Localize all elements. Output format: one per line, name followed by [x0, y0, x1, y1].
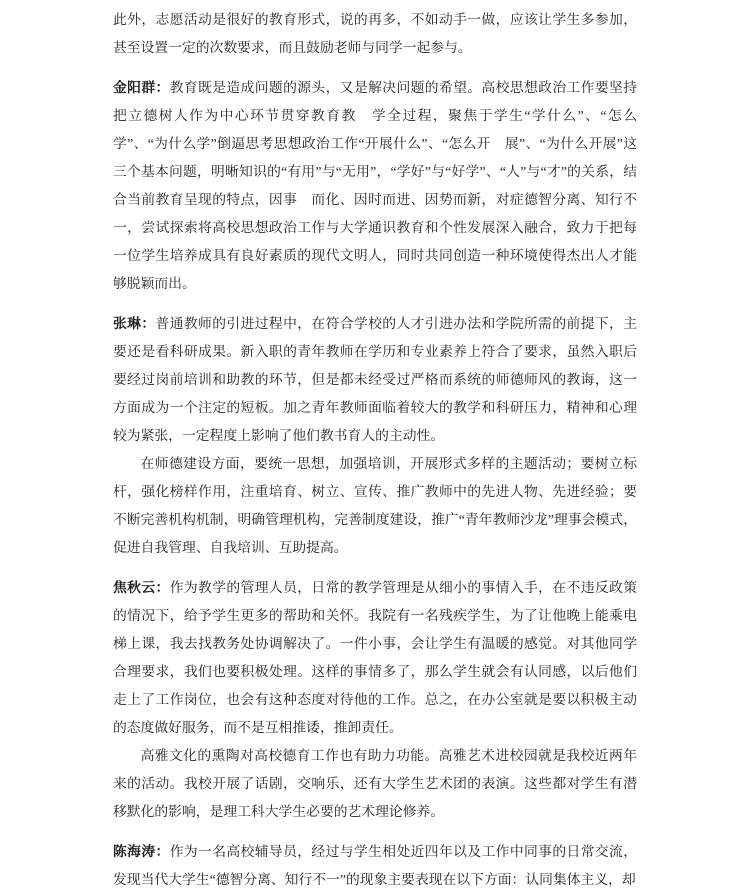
- paragraph-text: 教育既是造成问题的源头，又是解决问题的希望。高校思想政治工作要坚持把立德树人作为中心环节贯穿教育教 学全过程，聚焦于学生“学什么”、“怎么学”、“为什么学”倒逼思考思想政治工作“开展什么”、“怎么开 展”、“为什么开展”这三个基本问题，明晰知识的“有用”与“无用”，“学好”与“好学”、“人”与“才”的关系，结合当前教育呈现的特点，因事 而化、因时而进、因势而新，对症德智分离、知行不一，尝试探索将高校思想政治工作与大学通识教育和个性发展深入融合，致力于把每一位学生培养成具有良好素质的现代文明人，同时共同创造一种环境使得杰出人才能够脱颖而出。: [113, 80, 638, 291]
- paragraph: [113, 742, 637, 826]
- paragraph: [113, 838, 637, 894]
- paragraph-text: 此外，志愿活动是很好的教育形式，说的再多，不如动手一做，应该让学生多参加，甚至设置一定的次数要求，而且鼓励老师与同学一起参与。: [113, 12, 637, 55]
- speaker-name: 陈海涛：: [113, 844, 170, 859]
- paragraph-text: 高雅文化的熏陶对高校德育工作也有助力功能。高雅艺术进校园就是我校近两年来的活动。我校开展了话剧，交响乐，还有大学生艺术团的表演。这些都对学生有潜移默化的影响，是理工科大学生必要的艺术理论修养。: [113, 748, 637, 819]
- paragraph-block-jiaoqiuyun: [113, 574, 637, 826]
- paragraph-text: 在师德建设方面，要统一思想，加强培训，开展形式多样的主题活动；要树立标杆，强化榜样作用，注重培育、树立、宣传、推广教师中的先进人物、先进经验；要不断完善机构机制，明确管理机构，完善制度建设，推广“青年教师沙龙”理事会模式，促进自我管理、自我培训、互助提高。: [113, 456, 637, 555]
- paragraph-block-chenhaitao: [113, 838, 637, 894]
- paragraph-text: 作为一名高校辅导员，经过与学生相处近四年以及工作中同事的日常交流，发现当代大学生“德智分离、知行不一”的现象主要表现在以下方面：认同集体主义，却: [113, 844, 638, 887]
- speaker-name: 张琳：: [113, 316, 156, 331]
- paragraph-text: 作为教学的管理人员，日常的教学管理是从细小的事情入手，在不违反政策的情况下，给予学生更多的帮助和关怀。我院有一名残疾学生，为了让他晚上能乘电梯上课，我去找教务处协调解决了。一件小事，会让学生有温暖的感觉。对其他同学合理要求，我们也要积极处理。这样的事情多了，那么学生就会有认同感，以后他们走上了工作岗位，也会有这种态度对待他的工作。总之，在办公室就是要以积极主动的态度做好服务，而不是互相推诿，推卸责任。: [113, 580, 638, 735]
- speaker-name: 焦秋云：: [113, 580, 170, 595]
- paragraph-block-intro: [113, 6, 637, 62]
- paragraph: [113, 310, 637, 450]
- paragraph-block-zhanglin: [113, 310, 637, 562]
- speaker-name: 金阳群：: [113, 80, 170, 95]
- paragraph: [113, 574, 637, 742]
- paragraph: [113, 6, 637, 62]
- paragraph: [113, 450, 637, 562]
- paragraph-block-jinyangqun: [113, 74, 637, 298]
- paragraph: [113, 74, 637, 298]
- paragraph-text: 普通教师的引进过程中，在符合学校的人才引进办法和学院所需的前提下，主要还是看科研成果。新入职的青年教师在学历和专业素养上符合了要求，虽然入职后要经过岗前培训和助教的环节，但是都未经受过严格而系统的师德师风的教诲，这一方面成为一个注定的短板。加之青年教师面临着较大的教学和科研压力，精神和心理较为紧张，一定程度上影响了他们教书育人的主动性。: [113, 316, 638, 443]
